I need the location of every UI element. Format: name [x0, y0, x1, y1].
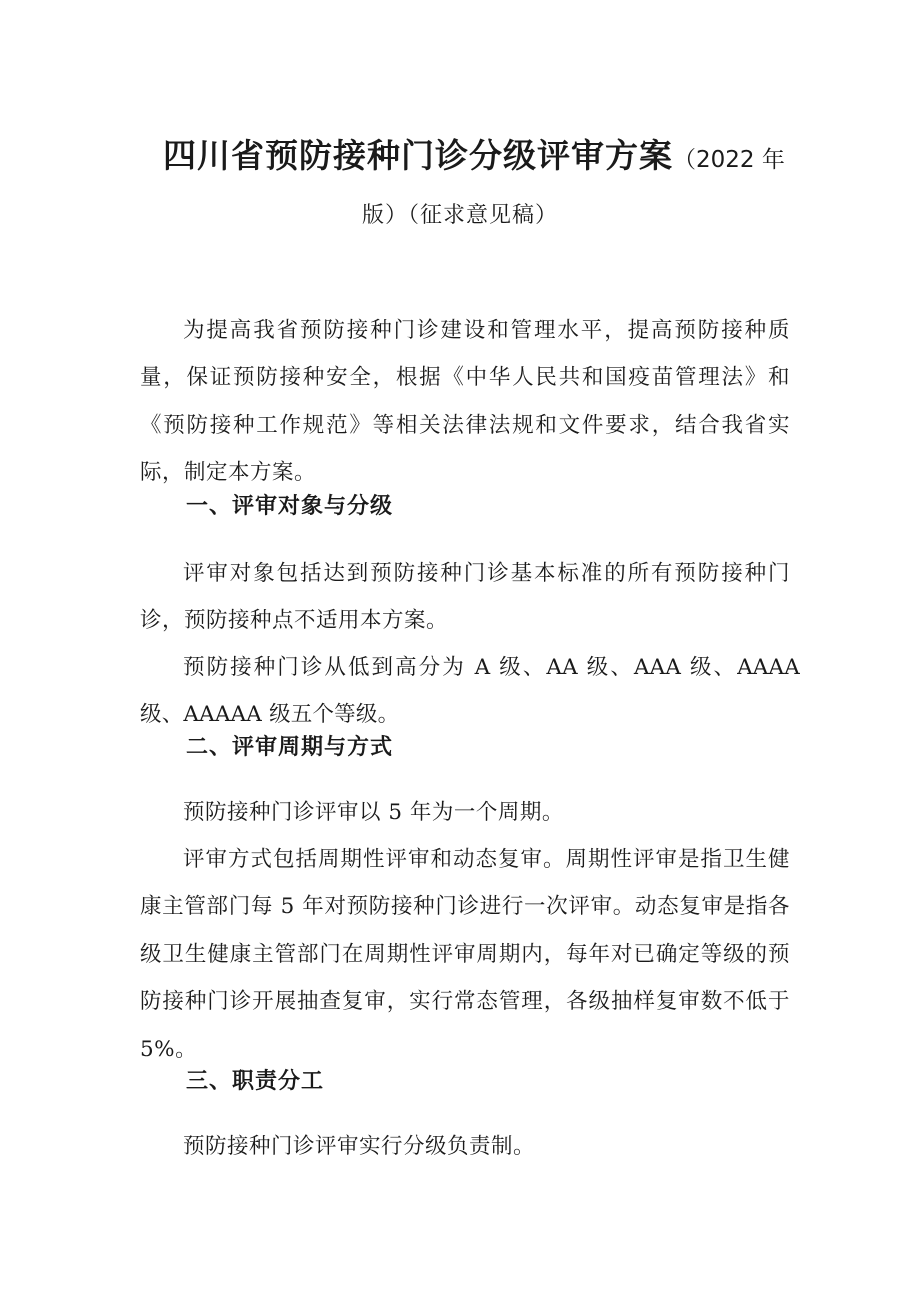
section1-paragraph-1: 评审对象包括达到预防接种门诊基本标准的所有预防接种门诊，预防接种点不适用本方案。 — [140, 560, 790, 633]
section2-paragraph-1: 预防接种门诊评审以 5 年为一个周期。 — [183, 799, 564, 825]
section-heading-1: 一、评审对象与分级 — [186, 494, 394, 519]
title-suffix: （2022 年 — [673, 147, 785, 173]
section-heading-2: 二、评审周期与方式 — [186, 735, 394, 760]
section3-paragraph-1: 预防接种门诊评审实行分级负责制。 — [183, 1133, 536, 1159]
title-main-text: 四川省预防接种门诊分级评审方案 — [163, 136, 673, 175]
document-title — [163, 130, 783, 177]
intro-paragraph: 为提高我省预防接种门诊建设和管理水平，提高预防接种质量，保证预防接种安全，根据《中华人民共和国疫苗管理法》和《预防接种工作规范》等相关法律法规和文件要求，结合我省实际，制定本方案。 — [140, 317, 790, 485]
section2-paragraph-2: 评审方式包括周期性评审和动态复审。周期性评审是指卫生健康主管部门每 5 年对预防接种门诊进行一次评审。动态复审是指各级卫生健康主管部门在周期性评审周期内，每年对已确定等级的预防接种门诊开展抽查复审，实行常态管理，各级抽样复审数不低于 5%。 — [140, 846, 790, 1062]
section-heading-3: 三、职责分工 — [186, 1069, 325, 1094]
document-subtitle: 版）（征求意见稿） — [361, 203, 558, 228]
section1-paragraph-2: 预防接种门诊从低到高分为 A 级、AA 级、AAA 级、AAAA 级、AAAAA 级五个等级。 — [140, 654, 800, 727]
